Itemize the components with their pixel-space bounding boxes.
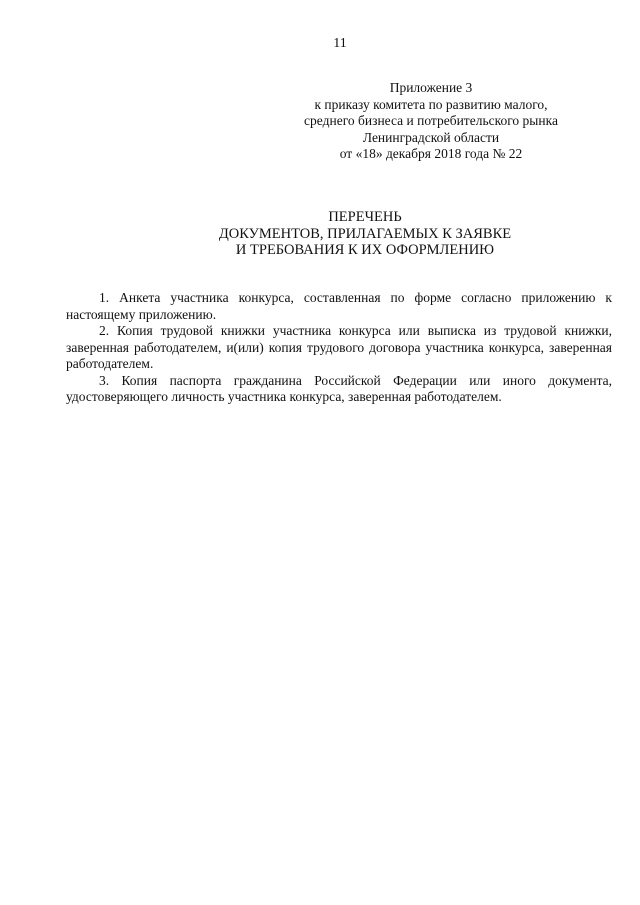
list-item: 1. Анкета участника конкурса, составленная по форме согласно приложению к настоящему приложению. [66, 290, 612, 322]
appendix-order-line: среднего бизнеса и потребительского рынка [304, 113, 558, 128]
appendix-date: от «18» декабря 2018 года № 22 [339, 146, 523, 161]
document-title [0, 209, 640, 259]
title-line: И ТРЕБОВАНИЯ К ИХ ОФОРМЛЕНИЮ [235, 242, 495, 258]
page-number: 11 [333, 36, 347, 51]
appendix-region: Ленинградской области [362, 129, 500, 145]
list-item: 3. Копия паспорта гражданина Российской Федерации или иного документа, удостоверяющего личность участника конкурса, заверенная работодателем. [66, 372, 612, 404]
appendix-order-line: к приказу комитета по развитию малого, [314, 96, 548, 112]
title-line: ПЕРЕЧЕНЬ [328, 209, 402, 225]
appendix-header [266, 80, 596, 163]
title-line: ДОКУМЕНТОВ, ПРИЛАГАЕМЫХ К ЗАЯВКЕ [218, 225, 512, 242]
list-item: 2. Копия трудовой книжки участника конкурса или выписка из трудовой книжки, заверенная работодателем, и(или) копия трудового договора участника конкурса, заверенная работодателем. [66, 323, 612, 371]
appendix-title: Приложение 3 [389, 80, 473, 95]
document-list [66, 290, 612, 406]
